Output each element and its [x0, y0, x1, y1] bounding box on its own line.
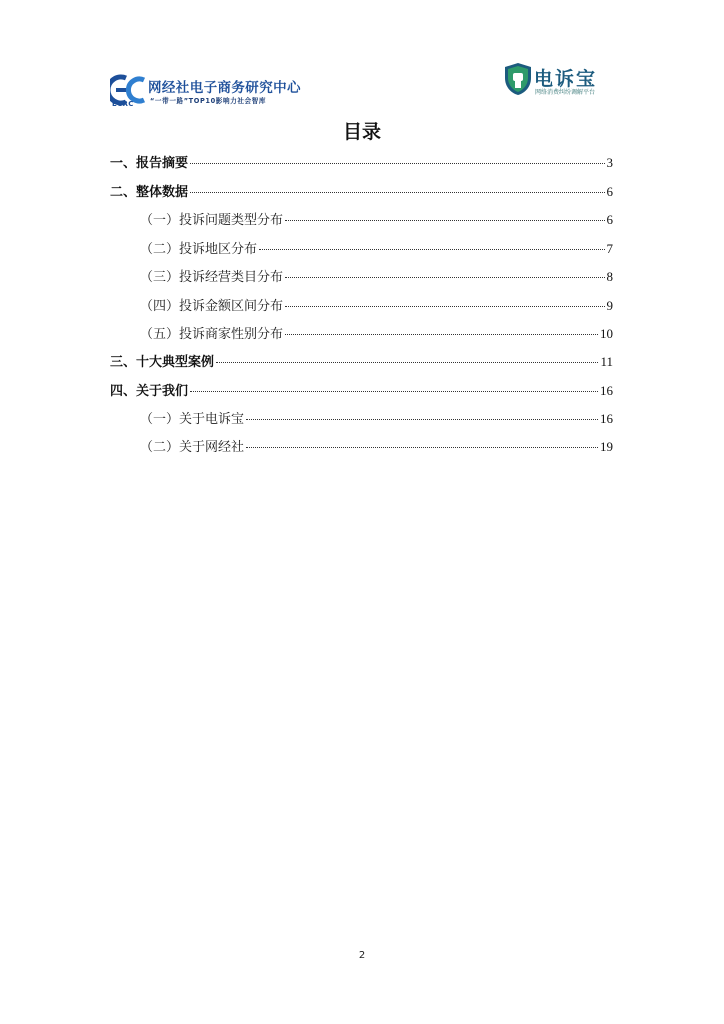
- toc-subentry[interactable]: [140, 408, 613, 428]
- toc-entry-label: 一、报告摘要: [110, 156, 189, 171]
- toc-leader-dots: [216, 362, 598, 363]
- toc-leader-dots: [285, 277, 604, 278]
- toc-entry-page: 8: [606, 269, 613, 284]
- toc-entry-page: 10: [600, 326, 613, 341]
- toc-entry-label: （二）关于网经社: [140, 440, 245, 455]
- toc-entry-page: 19: [600, 439, 613, 454]
- toc-entry-page: 6: [606, 184, 613, 199]
- toc-entry[interactable]: [110, 181, 613, 201]
- toc-subentry[interactable]: [140, 436, 613, 456]
- toc-entry-page: 11: [600, 354, 613, 369]
- toc-leader-dots: [285, 306, 604, 307]
- toc-entry-page: 16: [600, 411, 613, 426]
- toc-entry-page: 7: [606, 241, 613, 256]
- page-number: 2: [358, 950, 366, 961]
- toc-leader-dots: [259, 249, 604, 250]
- ecrc-logo: [110, 74, 310, 108]
- toc-entry-label: 三、十大典型案例: [110, 355, 215, 370]
- toc-entry-label: （四）投诉金额区间分布: [140, 299, 284, 314]
- toc-leader-dots: [190, 163, 604, 164]
- shield-fist-icon: [504, 62, 532, 96]
- toc-subentry[interactable]: [140, 266, 613, 286]
- toc-leader-dots: [246, 447, 598, 448]
- toc-leader-dots: [246, 419, 598, 420]
- toc-entry-label: （一）关于电诉宝: [140, 412, 245, 427]
- toc-subentry[interactable]: [140, 323, 613, 343]
- toc-entry-label: 四、关于我们: [110, 384, 189, 399]
- toc-subentry[interactable]: [140, 238, 613, 258]
- dianshubao-tagline: 网络消费纠纷调解平台: [535, 89, 596, 96]
- toc-entry-label: （二）投诉地区分布: [140, 242, 258, 257]
- ecrc-slogan: “一带一路”TOP10影响力社会智库: [150, 97, 267, 105]
- toc-subentry[interactable]: [140, 295, 613, 315]
- toc-entry[interactable]: [110, 380, 613, 400]
- toc-leader-dots: [285, 220, 604, 221]
- toc-entry-page: 16: [600, 383, 613, 398]
- toc-leader-dots: [190, 192, 604, 193]
- toc-leader-dots: [285, 334, 598, 335]
- toc-entry-page: 9: [606, 298, 613, 313]
- ecrc-abbr: ECRC: [112, 100, 134, 108]
- toc-title: 目录: [342, 121, 381, 143]
- toc-entry-label: （一）投诉问题类型分布: [140, 213, 284, 228]
- dianshubao-logo: [504, 62, 616, 100]
- toc-entry-label: （三）投诉经营类目分布: [140, 270, 284, 285]
- toc-leader-dots: [190, 391, 598, 392]
- toc-entry[interactable]: [110, 351, 613, 371]
- dianshubao-brand-name: 电诉宝: [534, 68, 598, 90]
- toc-entry-label: 二、整体数据: [110, 185, 189, 200]
- toc-entry-label: （五）投诉商家性别分布: [140, 327, 284, 342]
- toc-entry[interactable]: [110, 152, 613, 172]
- ecrc-org-name: 网经社电子商务研究中心: [148, 80, 301, 96]
- toc-subentry[interactable]: [140, 209, 613, 229]
- toc-entry-page: 6: [606, 212, 613, 227]
- toc-entry-page: 3: [606, 155, 613, 170]
